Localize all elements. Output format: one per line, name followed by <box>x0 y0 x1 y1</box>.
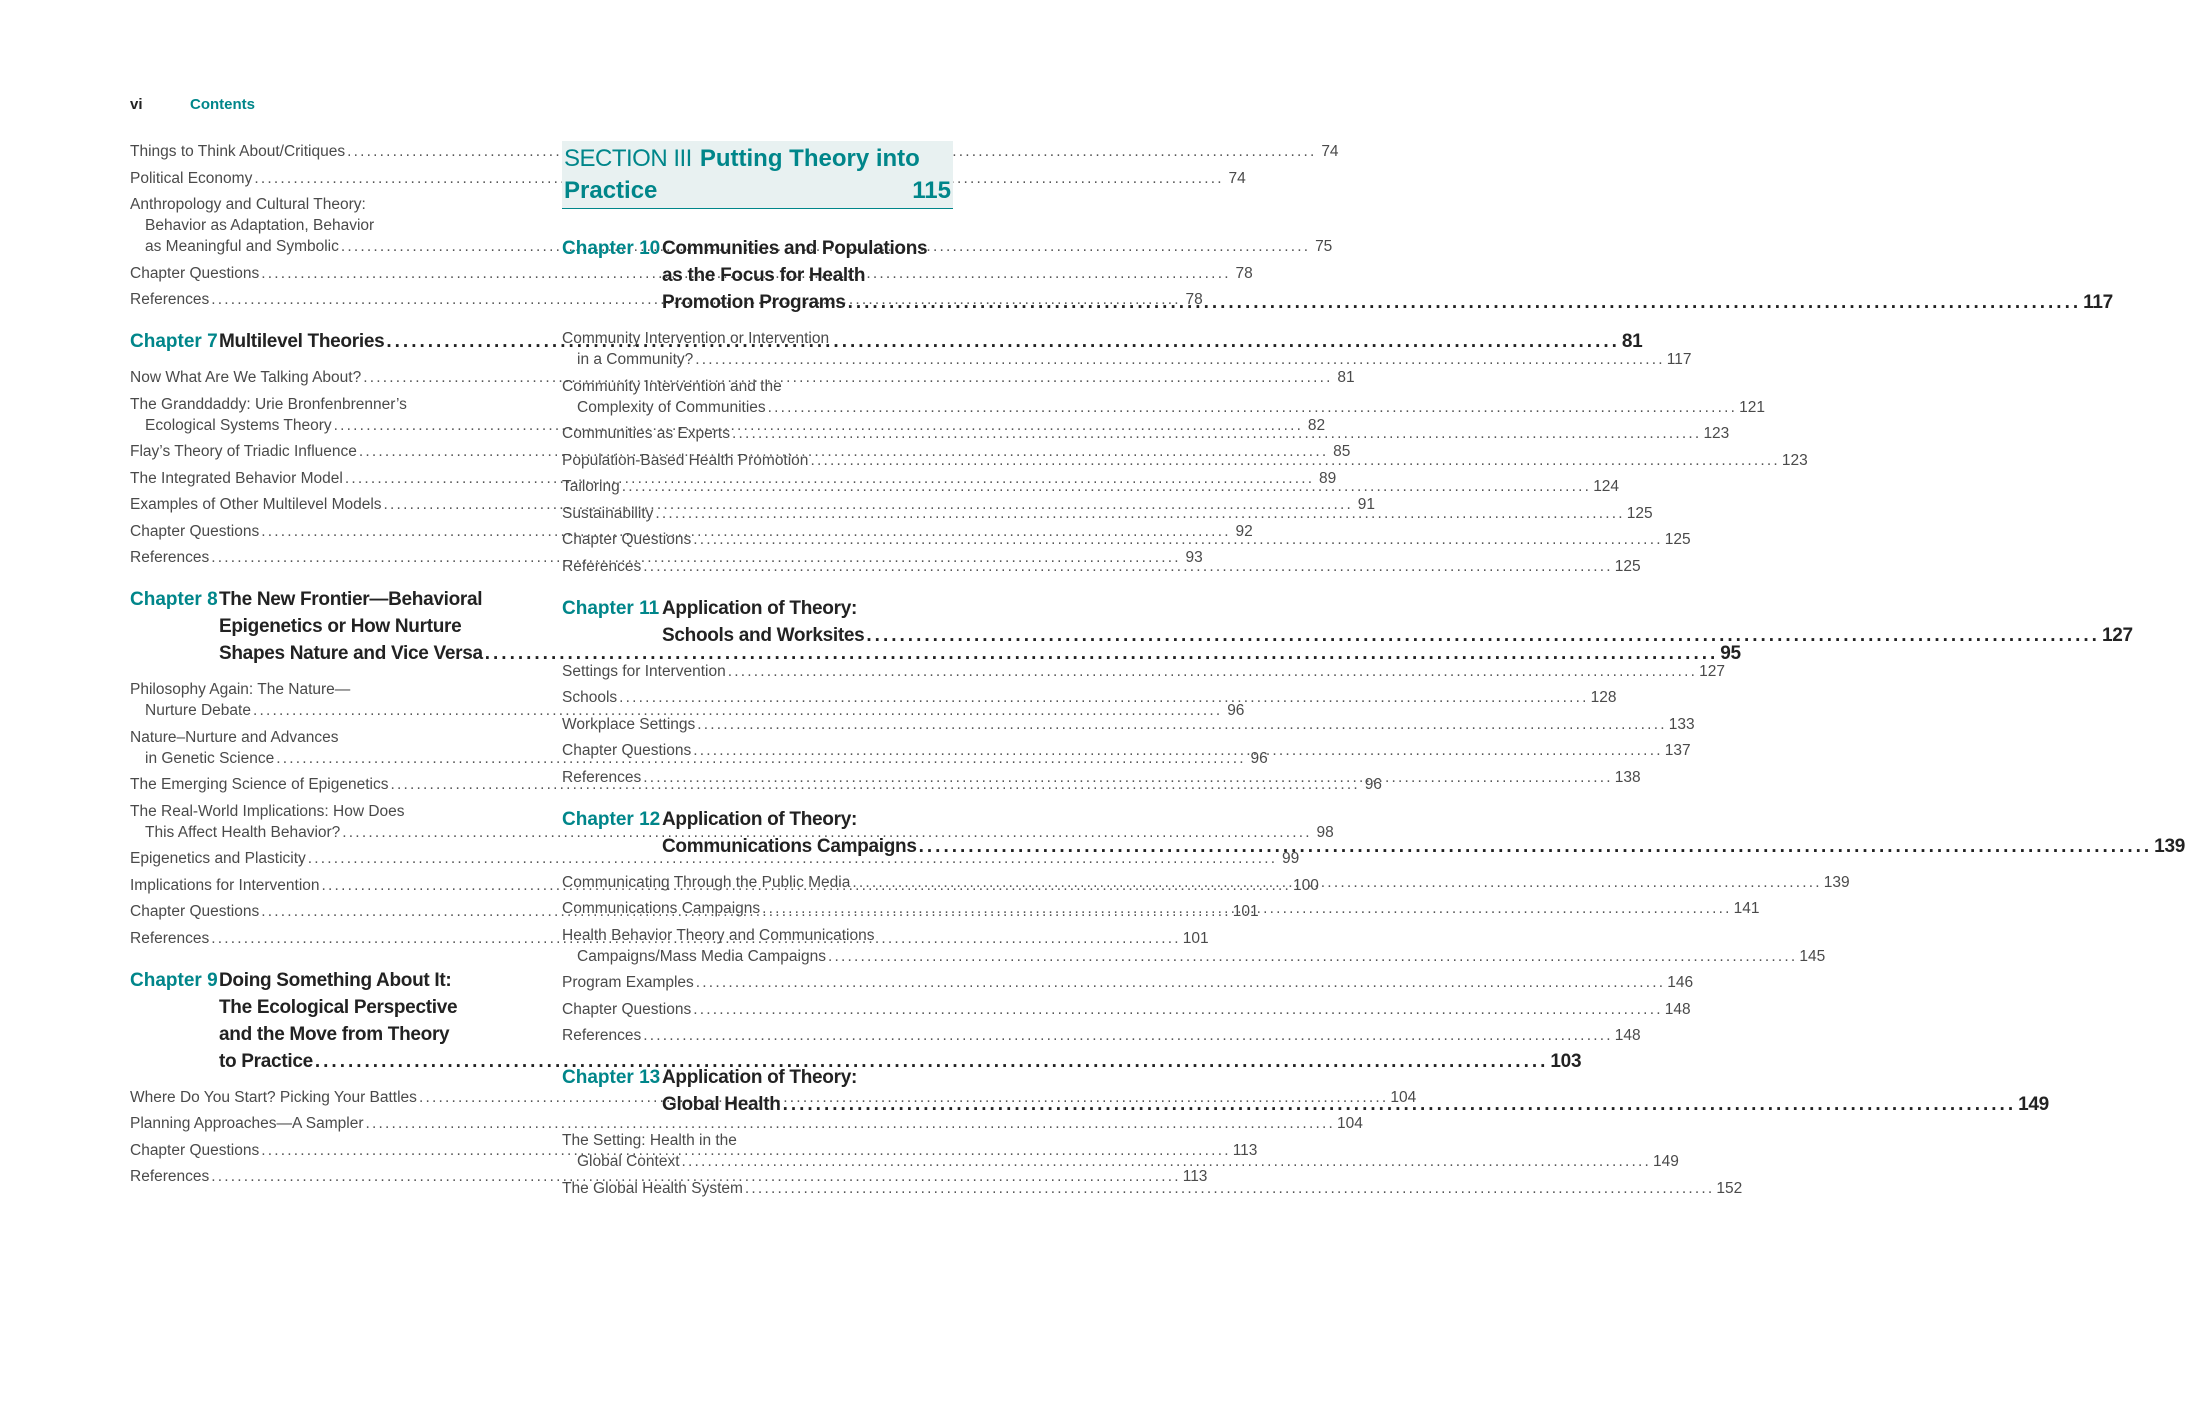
toc-entry-page: 138 <box>1614 768 1641 786</box>
toc-entry-page: 100 <box>1293 876 1319 894</box>
chapter-title-text: The New Frontier—Behavioral <box>219 589 483 610</box>
toc-entry-text: Global Context <box>577 1153 680 1170</box>
toc-entry-text: Community Intervention and the <box>562 377 782 395</box>
running-head <box>130 96 255 113</box>
toc-entry-page: 89 <box>1319 469 1337 487</box>
toc-entry-page: 91 <box>1357 496 1375 513</box>
toc-entry-text: Political Economy <box>130 169 253 187</box>
dot-leader <box>693 529 1662 550</box>
toc-entry-text: The Real-World Implications: How Does <box>130 802 405 820</box>
toc-entry-page: 125 <box>1626 504 1653 522</box>
toc-entry-page: 101 <box>1182 929 1209 947</box>
chapter-page: 81 <box>1621 331 1643 352</box>
toc-entry-page: 78 <box>1235 264 1253 282</box>
toc-entry-text: Sustainability <box>562 504 654 522</box>
toc-entry-text: References <box>130 1168 210 1185</box>
toc-entry-text: References <box>130 929 210 947</box>
section-page: 115 <box>912 177 951 204</box>
toc-entry-line <box>130 1113 1363 1134</box>
toc-entry-page: 96 <box>1250 749 1268 767</box>
toc-entry-page: 113 <box>1182 1168 1208 1185</box>
toc-entry-page: 78 <box>1185 291 1203 308</box>
running-head-title: Contents <box>190 96 255 113</box>
toc-entry-page: 149 <box>1652 1153 1679 1170</box>
toc-entry-text: The Global Health System <box>562 1179 743 1197</box>
dot-leader <box>768 397 1737 418</box>
dot-leader <box>695 349 1664 370</box>
toc-entry-text: Community Intervention or Intervention <box>562 330 830 347</box>
toc-entry-line <box>130 1166 1208 1187</box>
toc-entry-line <box>562 1178 1743 1199</box>
toc-entry[interactable] <box>562 1025 1641 1046</box>
toc-entry-text: as Meaningful and Symbolic <box>145 238 339 255</box>
chapter-title-text: Shapes Nature and Vice Versa <box>219 643 483 664</box>
toc-entry-text: Things to Think About/Critiques <box>130 143 346 160</box>
toc-entry-text: in Genetic Science <box>145 749 275 767</box>
toc-entry-text: Chapter Questions <box>130 522 260 540</box>
chapter-title-text: The Ecological Perspective <box>219 996 458 1018</box>
toc-entry-text: Nature–Nurture and Advances <box>130 728 339 746</box>
page-folio: vi <box>130 96 143 113</box>
section-title-line-2: Practice <box>564 177 658 204</box>
toc-entry-page: 121 <box>1739 398 1765 416</box>
toc-entry-page: 81 <box>1337 369 1355 386</box>
chapter-label: Chapter 7 <box>130 331 218 352</box>
dot-leader <box>619 687 1588 708</box>
toc-entry[interactable] <box>130 168 1246 189</box>
dot-leader <box>682 1151 1651 1172</box>
dot-leader <box>643 1025 1612 1046</box>
toc-entry-text: Complexity of Communities <box>577 398 766 416</box>
toc-entry-page: 96 <box>1227 702 1245 719</box>
chapter-page: 103 <box>1550 1050 1582 1072</box>
toc-entry-text: Examples of Other Multilevel Models <box>130 496 382 513</box>
toc-entry-text: Chapter Questions <box>562 531 692 548</box>
toc-entry-text: This Affect Health Behavior? <box>145 823 341 841</box>
dot-leader <box>643 767 1612 788</box>
toc-entry-text: References <box>130 549 210 566</box>
toc-entry-text: Nurture Debate <box>145 702 251 719</box>
toc-entry-line <box>562 349 1692 370</box>
chapter-title-text: Promotion Programs <box>662 292 846 313</box>
toc-entry-page: 123 <box>1781 451 1808 469</box>
toc-entry-text: References <box>562 768 642 786</box>
toc-entry-line <box>562 1151 1679 1172</box>
toc-entry-line <box>562 714 1695 735</box>
toc-entry[interactable] <box>562 999 1691 1020</box>
toc-entry-page: 123 <box>1703 425 1730 442</box>
toc-entry-text: References <box>562 557 642 575</box>
toc-entry-text: Communicating Through the Public Media <box>562 873 851 891</box>
dot-leader <box>848 289 2082 316</box>
toc-entry-page: 75 <box>1315 238 1333 255</box>
toc-entry-page: 148 <box>1664 1000 1691 1018</box>
toc-entry-text: in a Community? <box>577 351 694 368</box>
toc-entry-page: 96 <box>1364 776 1382 793</box>
toc-entry-page: 128 <box>1590 689 1617 706</box>
section-heading[interactable] <box>562 141 953 209</box>
dot-leader <box>852 872 1821 893</box>
toc-entry-page: 74 <box>1228 169 1246 187</box>
toc-entry-text: Health Behavior Theory and Communications <box>562 926 875 944</box>
chapter-title-text: Communications Campaigns <box>662 835 917 857</box>
toc-entry-text: Where Do You Start? Picking Your Battles <box>130 1088 417 1106</box>
toc-entry[interactable] <box>562 1178 1743 1199</box>
toc-entry-page: 146 <box>1667 974 1694 991</box>
toc-entry-text: References <box>130 291 210 308</box>
toc-entry-text: Implications for Intervention <box>130 876 320 894</box>
chapter-title-text: Application of Theory: <box>662 808 858 830</box>
toc-entry-text: Communications Campaigns <box>562 900 761 917</box>
toc-entry-line <box>562 972 1694 993</box>
chapter-title <box>662 235 2113 316</box>
toc-entry-page: 104 <box>1336 1115 1363 1132</box>
chapter-title <box>662 1064 2049 1118</box>
chapter-label: Chapter 13 <box>562 1067 661 1088</box>
dot-leader <box>697 714 1666 735</box>
toc-entry-text: Anthropology and Cultural Theory: <box>130 196 366 213</box>
chapter-title-text: Communities and Populations <box>662 238 928 259</box>
toc-entry-text: Flay’s Theory of Triadic Influence <box>130 443 357 460</box>
toc-entry-text: The Emerging Science of Epigenetics <box>130 776 389 793</box>
dot-leader <box>762 898 1731 919</box>
toc-entry-line <box>562 946 1826 967</box>
toc-entry-page: 113 <box>1232 1141 1258 1159</box>
toc-entry-line <box>562 687 1617 708</box>
toc-entry-page: 93 <box>1185 549 1203 566</box>
dot-leader <box>732 423 1701 444</box>
toc-entry-text: Behavior as Adaptation, Behavior <box>145 217 375 234</box>
toc-entry-line <box>130 168 1246 189</box>
toc-entry-text: Population-Based Health Promotion <box>562 451 809 469</box>
toc-entry[interactable] <box>130 1113 1363 1134</box>
chapter-title-text: Epigenetics or How Nurture <box>219 616 462 637</box>
toc-entry-text: Epigenetics and Plasticity <box>130 850 306 867</box>
chapter-page: 139 <box>2154 835 2185 857</box>
toc-entry-text: Chapter Questions <box>130 903 260 920</box>
toc-entry-line <box>130 700 1245 721</box>
toc-entry-page: 82 <box>1307 416 1326 434</box>
toc-entry-text: The Setting: Health in the <box>562 1132 737 1149</box>
toc-entry-text: Chapter Questions <box>130 1141 260 1159</box>
toc-entry-page: 99 <box>1281 850 1300 867</box>
toc-entry-text: Settings for Intervention <box>562 662 726 680</box>
toc-entry[interactable] <box>130 1166 1208 1187</box>
toc-entry-page: 127 <box>1699 662 1726 680</box>
toc-entry[interactable] <box>562 714 1695 735</box>
toc-entry-page: 139 <box>1823 873 1850 891</box>
toc-entry-text: Communities as Experts <box>562 425 730 442</box>
chapter-title-text: Schools and Worksites <box>662 624 865 646</box>
toc-entry-text: Campaigns/Mass Media Campaigns <box>577 947 826 965</box>
chapter-title-text: Multilevel Theories <box>219 331 385 352</box>
chapter-title-text: Application of Theory: <box>662 597 858 619</box>
chapter-label: Chapter 11 <box>562 597 660 619</box>
toc-entry[interactable] <box>562 687 1617 708</box>
toc-entry-text: The Granddaddy: Urie Bronfenbrenner’s <box>130 395 407 413</box>
toc-entry[interactable] <box>130 521 1253 542</box>
chapter-label: Chapter 10 <box>562 238 661 259</box>
toc-entry-page: 137 <box>1664 742 1691 759</box>
dot-leader <box>919 833 2153 860</box>
toc-entry[interactable] <box>562 972 1694 993</box>
chapter-title-line <box>662 1091 2049 1118</box>
chapter-title-line <box>662 622 2133 649</box>
toc-entry[interactable] <box>562 661 1726 682</box>
chapter-label: Chapter 9 <box>130 969 218 991</box>
toc-entry-page: 133 <box>1668 715 1695 733</box>
dot-leader <box>622 476 1591 497</box>
chapter-title-text: as the Focus for Health <box>662 265 866 286</box>
toc-entry[interactable] <box>130 547 1203 568</box>
chapter-title-text: Doing Something About It: <box>219 969 452 991</box>
toc-entry-text: Philosophy Again: The Nature— <box>130 681 351 698</box>
chapter-title <box>662 595 2133 649</box>
toc-entry-page: 92 <box>1235 522 1253 540</box>
toc-entry-text: Chapter Questions <box>130 264 260 282</box>
dot-leader <box>745 1178 1714 1199</box>
toc-entry-page: 98 <box>1316 823 1334 841</box>
chapter-title-text: Global Health <box>662 1094 781 1115</box>
chapter-title-text: to Practice <box>219 1050 313 1072</box>
toc-entry-line <box>562 661 1726 682</box>
toc-entry-page: 125 <box>1664 531 1691 548</box>
toc-entry-page: 117 <box>1666 351 1692 368</box>
toc-entry-page: 148 <box>1614 1027 1641 1044</box>
toc-entry-text: Schools <box>562 689 618 706</box>
chapter-title-text: Application of Theory: <box>662 1067 858 1088</box>
toc-entry-text: References <box>562 1027 642 1044</box>
chapter-label: Chapter 8 <box>130 589 218 610</box>
dot-leader <box>693 999 1662 1020</box>
toc-entry-text: Planning Approaches—A Sampler <box>130 1115 364 1132</box>
toc-entry-text: Tailoring <box>562 478 620 495</box>
chapter-heading[interactable] <box>562 595 2133 649</box>
chapter-page: 95 <box>1720 643 1741 664</box>
dot-leader <box>783 1091 2017 1118</box>
toc-entry-page: 124 <box>1593 478 1620 495</box>
chapter-page: 149 <box>2018 1094 2049 1115</box>
dot-leader <box>643 556 1612 577</box>
toc-entry-page: 141 <box>1733 900 1760 917</box>
dot-leader <box>655 503 1624 524</box>
toc-entry-line <box>562 397 1765 418</box>
toc-entry-page: 104 <box>1390 1088 1417 1106</box>
toc-entry-text: Program Examples <box>562 974 694 991</box>
toc-entry-page: 145 <box>1799 947 1826 965</box>
toc-entry-page: 101 <box>1232 903 1259 920</box>
toc-entry-page: 74 <box>1321 143 1339 160</box>
dot-leader <box>810 450 1779 471</box>
toc-entry-page: 85 <box>1333 443 1351 460</box>
toc-entry-page: 125 <box>1614 557 1641 575</box>
toc-entry-text: The Integrated Behavior Model <box>130 469 343 487</box>
toc-entry-text: Ecological Systems Theory <box>145 416 332 434</box>
chapter-title <box>662 806 2185 860</box>
toc-entry-line <box>130 822 1334 843</box>
toc-entry[interactable] <box>130 848 1300 869</box>
toc-entry-line <box>130 848 1300 869</box>
toc-entry-line <box>562 999 1691 1020</box>
dot-leader <box>728 661 1697 682</box>
chapter-title-text: and the Move from Theory <box>219 1023 450 1045</box>
toc-entry-text: Workplace Settings <box>562 715 696 733</box>
chapter-label: Chapter 12 <box>562 808 661 830</box>
dot-leader <box>828 946 1797 967</box>
chapter-page: 127 <box>2101 624 2133 646</box>
toc-entry-line <box>130 547 1203 568</box>
dot-leader <box>693 740 1662 761</box>
chapter-title-line <box>662 833 2185 860</box>
chapter-page: 117 <box>2083 292 2113 313</box>
section-number: SECTION III <box>564 145 692 172</box>
dot-leader <box>866 622 2100 649</box>
section-title-line-1: Putting Theory into <box>699 145 920 172</box>
dot-leader <box>696 972 1665 993</box>
toc-entry-page: 152 <box>1716 1179 1743 1197</box>
toc-entry-text: Chapter Questions <box>562 742 692 759</box>
chapter-title-line <box>662 289 2113 316</box>
toc-entry-text: Chapter Questions <box>562 1000 692 1018</box>
toc-entry-line <box>562 1025 1641 1046</box>
toc-entry-line <box>130 521 1253 542</box>
toc-entry-text: Now What Are We Talking About? <box>130 369 362 386</box>
